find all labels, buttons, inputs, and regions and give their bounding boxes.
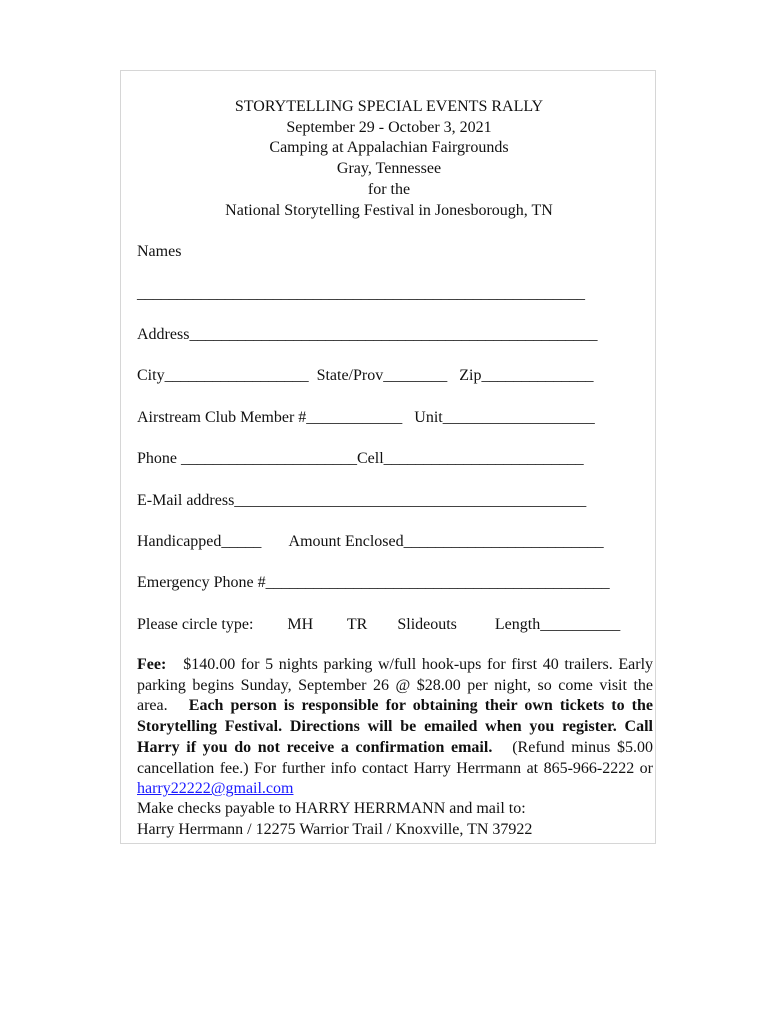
names-field[interactable]: ________________________________________________________ <box>137 285 585 302</box>
length-field[interactable]: Length__________ <box>494 616 621 633</box>
checks-payable-line: Make checks payable to HARRY HERRMANN and mail to: <box>137 800 526 817</box>
document-heading <box>121 97 657 221</box>
circle-type-label: Please circle type: <box>137 616 254 633</box>
event-for: for the <box>367 180 411 198</box>
handicapped-row <box>137 532 604 552</box>
fee-label: Fee: <box>137 656 167 673</box>
email-link[interactable]: harry22222@gmail.com <box>137 780 294 798</box>
fee-text: $140.00 for 5 nights parking w/full hook-ups for first 40 trailers. Early parking begins Sunday, September 26 @ $28.00 per night, so come visit the area. <box>137 656 654 715</box>
address-field[interactable]: Address___________________________________________________ <box>137 326 598 343</box>
phone-field[interactable]: Phone ______________________ <box>137 450 357 467</box>
emergency-phone-field[interactable]: Emergency Phone #___________________________________________ <box>137 574 610 591</box>
cell-field[interactable]: Cell_________________________ <box>357 450 584 467</box>
handicapped-field[interactable]: Handicapped_____ <box>137 533 262 550</box>
amount-enclosed-field[interactable]: Amount Enclosed_________________________ <box>288 533 604 550</box>
names-label: Names <box>137 243 182 260</box>
club-row <box>137 408 595 428</box>
type-slideouts-option[interactable]: Slideouts <box>397 616 457 633</box>
club-member-field[interactable]: Airstream Club Member #____________ <box>137 409 403 426</box>
event-venue: Camping at Appalachian Fairgrounds <box>269 139 509 157</box>
fee-paragraph <box>137 655 653 800</box>
type-row <box>137 615 620 635</box>
refund-text: (Refund minus $5.00 cancellation fee.) For further info contact Harry Herrmann at 865-966-2222 or <box>137 738 654 777</box>
tickets-notice: Each person is responsible for obtaining their own tickets to the Storytelling Festival. Directions will be emailed when you register. Call Harry if you do not receive a confirmation email. <box>137 697 654 756</box>
city-state-zip-row <box>137 366 593 386</box>
phone-row <box>137 449 584 469</box>
event-location: Gray, Tennessee <box>336 160 442 178</box>
state-field[interactable]: State/Prov________ <box>316 367 448 384</box>
unit-field[interactable]: Unit___________________ <box>414 409 595 426</box>
event-dates: September 29 - October 3, 2021 <box>286 118 492 136</box>
event-festival: National Storytelling Festival in Jonesborough, TN <box>225 201 553 219</box>
type-tr-option[interactable]: TR <box>346 616 368 633</box>
type-mh-option[interactable]: MH <box>287 616 314 633</box>
document-page <box>120 70 656 844</box>
email-field[interactable]: E-Mail address____________________________________________ <box>137 492 587 509</box>
mailing-address-line: Harry Herrmann / 12275 Warrior Trail / Knoxville, TN 37922 <box>137 821 533 838</box>
city-field[interactable]: City__________________ <box>137 367 309 384</box>
zip-field[interactable]: Zip______________ <box>459 367 594 384</box>
event-title: STORYTELLING SPECIAL EVENTS RALLY <box>234 98 544 115</box>
